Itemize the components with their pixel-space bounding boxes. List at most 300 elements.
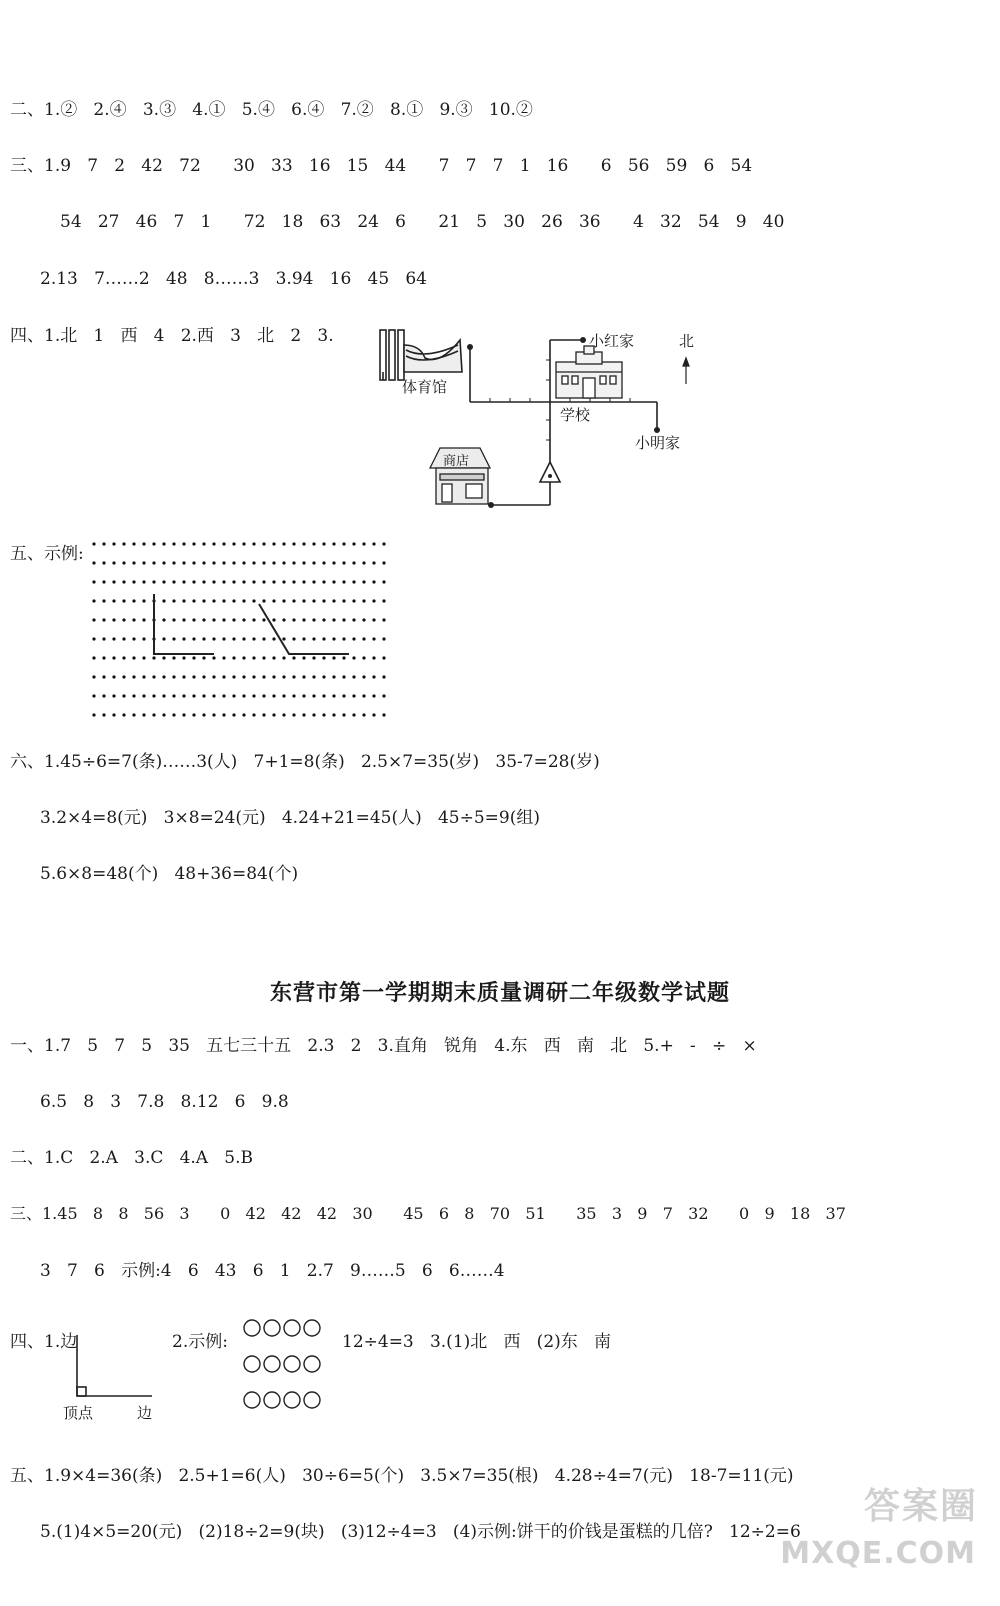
grid-dot (272, 561, 275, 564)
grid-dot (242, 713, 245, 716)
grid-dot (282, 599, 285, 602)
grid-dot (342, 599, 345, 602)
grid-dot (252, 542, 255, 545)
grid-dot (102, 675, 105, 678)
grid-dot (212, 656, 215, 659)
grid-dot (162, 561, 165, 564)
grid-dot (342, 618, 345, 621)
grid-dot (102, 580, 105, 583)
answer-line-b8: 5.(1)4×5=20(元) (2)18÷2=9(块) (3)12÷4=3 (4)示例:饼干的价钱是蛋糕的几倍? 12÷2=6 (40, 1522, 801, 1542)
grid-dot (292, 599, 295, 602)
grid-dot (332, 542, 335, 545)
answer-line-a5: 四、1.北 1 西 4 2.西 3 北 2 3. (10, 326, 334, 346)
grid-dot (182, 618, 185, 621)
grid-dot (262, 713, 265, 716)
grid-dot (382, 656, 385, 659)
grid-dot (202, 637, 205, 640)
grid-dot (352, 599, 355, 602)
grid-dot (362, 656, 365, 659)
grid-dot (102, 599, 105, 602)
grid-dot (102, 694, 105, 697)
grid-dot (112, 675, 115, 678)
grid-dot (332, 675, 335, 678)
grid-dot (132, 656, 135, 659)
grid-dot (182, 542, 185, 545)
grid-dot (322, 675, 325, 678)
group-circle (304, 1320, 320, 1336)
grid-dot (122, 656, 125, 659)
answer-line-a4: 2.13 7……2 48 8……3 3.94 16 45 64 (40, 269, 427, 289)
grid-dot (122, 599, 125, 602)
group-circle (244, 1320, 260, 1336)
grid-dot (92, 599, 95, 602)
group-circle (264, 1320, 280, 1336)
grid-dot (172, 580, 175, 583)
grid-dot (142, 618, 145, 621)
grid-dot (172, 713, 175, 716)
answer-line-b1: 一、1.7 5 7 5 35 五七三十五 2.3 2 3.直角 锐角 4.东 西 南 北 5.+ - ÷ × (10, 1036, 757, 1056)
school-label: 学校 (560, 406, 591, 424)
grid-dot (262, 618, 265, 621)
grid-dot (192, 656, 195, 659)
group-circle (284, 1392, 300, 1408)
grid-dot (162, 675, 165, 678)
grid-dot (212, 675, 215, 678)
answer-line-a3: 54 27 46 7 1 72 18 63 24 6 21 5 30 26 36 4 32 54 9 40 (60, 212, 785, 232)
grid-dot (92, 561, 95, 564)
page-title: 东营市第一学期期末质量调研二年级数学试题 (269, 980, 730, 1006)
grid-dot (302, 542, 305, 545)
grid-dot (152, 694, 155, 697)
grid-dot (132, 637, 135, 640)
grid-dot (102, 542, 105, 545)
grid-dot (282, 637, 285, 640)
grid-dot (192, 694, 195, 697)
grid-dot (272, 542, 275, 545)
grid-dot (322, 637, 325, 640)
grid-dot (302, 694, 305, 697)
grid-dot (252, 694, 255, 697)
group-circle (264, 1392, 280, 1408)
grid-dot (222, 694, 225, 697)
grid-dot (352, 580, 355, 583)
grid-dot (202, 580, 205, 583)
grid-dot (232, 599, 235, 602)
grid-dot (382, 618, 385, 621)
grid-dot (192, 675, 195, 678)
grid-dot (242, 599, 245, 602)
grid-dot (252, 561, 255, 564)
grid-dot (332, 561, 335, 564)
grid-dot (122, 675, 125, 678)
triangle-marker-icon (540, 462, 560, 482)
answer-line-b6c: 12÷4=3 3.(1)北 西 (2)东 南 (342, 1332, 611, 1352)
grid-dot (232, 694, 235, 697)
answer-line-b4: 三、1.45 8 8 56 3 0 42 42 42 30 45 6 8 70 51 35 3 9 7 32 0 9 18 37 (10, 1204, 846, 1223)
grid-dot (362, 580, 365, 583)
grid-dot (252, 618, 255, 621)
grid-dot (172, 599, 175, 602)
grid-dot (292, 694, 295, 697)
grid-dot (302, 713, 305, 716)
grid-dot (132, 580, 135, 583)
grid-dot (92, 656, 95, 659)
answer-line-a8: 3.2×4=8(元) 3×8=24(元) 4.24+21=45(人) 45÷5=9(组) (40, 808, 540, 828)
grid-dot (362, 713, 365, 716)
grid-dot (142, 656, 145, 659)
grid-dot (282, 675, 285, 678)
grid-dot (322, 694, 325, 697)
grid-dot (372, 694, 375, 697)
grid-dot (212, 713, 215, 716)
grid-dot (202, 599, 205, 602)
grid-dot (172, 694, 175, 697)
answer-line-a1: 二、1.② 2.④ 3.③ 4.① 5.④ 6.④ 7.② 8.① 9.③ 10.② (10, 100, 533, 120)
grid-dot (282, 713, 285, 716)
ming-home-label: 小明家 (635, 434, 681, 452)
grid-dot (222, 713, 225, 716)
grid-dot (222, 561, 225, 564)
grid-dot (332, 618, 335, 621)
grid-dot (162, 542, 165, 545)
grid-dot (142, 675, 145, 678)
grid-dot (262, 580, 265, 583)
grid-dot (342, 675, 345, 678)
angle-side-label: 边 (137, 1404, 153, 1422)
grid-dot (152, 580, 155, 583)
gym-point (467, 344, 473, 350)
grid-dot (372, 637, 375, 640)
grid-dot (192, 713, 195, 716)
grid-dot (312, 637, 315, 640)
grid-dot (112, 713, 115, 716)
watermark-logo: 答案圈 (863, 1486, 978, 1527)
grid-dot (242, 561, 245, 564)
grid-dot (92, 713, 95, 716)
grid-dot (262, 542, 265, 545)
grid-dot (272, 599, 275, 602)
grid-dot (262, 656, 265, 659)
grid-dot (182, 580, 185, 583)
answer-line-b6a: 四、1.边 (10, 1332, 78, 1352)
grid-dot (202, 656, 205, 659)
grid-dot (312, 561, 315, 564)
grid-dot (122, 713, 125, 716)
grid-dot (212, 599, 215, 602)
answer-line-b7: 五、1.9×4=36(条) 2.5+1=6(人) 30÷6=5(个) 3.5×7=35(根) 4.28÷4=7(元) 18-7=11(元) (10, 1466, 794, 1486)
grid-dot (232, 542, 235, 545)
grid-dot (212, 580, 215, 583)
grid-dot (352, 656, 355, 659)
grid-dot (362, 599, 365, 602)
school-building-icon (556, 346, 622, 398)
grid-dot (352, 542, 355, 545)
grid-dot (212, 542, 215, 545)
grid-dot (232, 675, 235, 678)
grid-dot (112, 618, 115, 621)
answer-line-a7: 六、1.45÷6=7(条)……3(人) 7+1=8(条) 2.5×7=35(岁) 35-7=28(岁) (10, 752, 600, 772)
grid-dot (382, 637, 385, 640)
grid-dot (212, 561, 215, 564)
grid-dot (132, 694, 135, 697)
grid-dot (252, 656, 255, 659)
grid-dot (212, 637, 215, 640)
answer-line-b6b: 2.示例: (172, 1332, 228, 1352)
grid-dot (182, 675, 185, 678)
grid-dot (142, 694, 145, 697)
grid-dot (202, 675, 205, 678)
grid-dot (352, 675, 355, 678)
grid-dot (352, 713, 355, 716)
grid-dot (272, 713, 275, 716)
grid-dot (382, 561, 385, 564)
grid-dot (112, 580, 115, 583)
grid-dot (222, 618, 225, 621)
grid-dot (372, 561, 375, 564)
gym-icon (380, 330, 462, 380)
grid-dot (122, 580, 125, 583)
grid-dot (342, 694, 345, 697)
grid-dot (332, 637, 335, 640)
grid-dot (312, 618, 315, 621)
grid-dot (372, 580, 375, 583)
grid-dot (162, 713, 165, 716)
grid-dot (382, 713, 385, 716)
north-arrow-icon (683, 358, 689, 384)
shop-point (488, 502, 494, 508)
grid-dot (272, 637, 275, 640)
grid-dot (182, 694, 185, 697)
grid-dot (322, 618, 325, 621)
grid-dot (182, 713, 185, 716)
circle-groups (244, 1320, 320, 1408)
grid-dot (222, 675, 225, 678)
grid-dot (322, 656, 325, 659)
grid-dot (222, 542, 225, 545)
grid-dot (332, 694, 335, 697)
grid-dot (232, 580, 235, 583)
grid-dot (112, 599, 115, 602)
grid-dot (302, 637, 305, 640)
grid-dot (142, 713, 145, 716)
grid-dot (282, 618, 285, 621)
grid-dot (202, 713, 205, 716)
grid-dot (242, 656, 245, 659)
grid-dot (202, 694, 205, 697)
grid-dot (112, 656, 115, 659)
grid-dot (222, 580, 225, 583)
grid-dot (342, 713, 345, 716)
grid-dot (122, 618, 125, 621)
grid-dot (142, 580, 145, 583)
grid-dot (112, 542, 115, 545)
grid-dot (312, 542, 315, 545)
grid-dot (192, 542, 195, 545)
grid-dot (102, 656, 105, 659)
dot-grid (92, 542, 385, 716)
grid-dot (302, 599, 305, 602)
grid-dot (242, 694, 245, 697)
grid-dot (132, 542, 135, 545)
grid-dot (262, 694, 265, 697)
grid-dot (302, 580, 305, 583)
grid-dot (232, 713, 235, 716)
grid-dot (302, 656, 305, 659)
grid-dot (272, 618, 275, 621)
group-circle (244, 1356, 260, 1372)
grid-dot (332, 656, 335, 659)
grid-dot (342, 580, 345, 583)
grid-dot (242, 580, 245, 583)
grid-dot (132, 618, 135, 621)
grid-dot (162, 656, 165, 659)
grid-dot (332, 599, 335, 602)
grid-dot (132, 561, 135, 564)
grid-dot (162, 637, 165, 640)
grid-dot (352, 694, 355, 697)
grid-dot (212, 694, 215, 697)
grid-dot (142, 542, 145, 545)
grid-dot (252, 599, 255, 602)
grid-dot (252, 637, 255, 640)
grid-dot (362, 675, 365, 678)
group-circle (264, 1356, 280, 1372)
grid-dot (312, 656, 315, 659)
grid-dot (172, 656, 175, 659)
red-home-label: 小红家 (589, 332, 635, 350)
grid-dot (382, 580, 385, 583)
grid-dot (272, 694, 275, 697)
angle-vertex-label: 顶点 (63, 1404, 94, 1422)
grid-dot (382, 675, 385, 678)
grid-dot (372, 656, 375, 659)
grid-dot (112, 694, 115, 697)
gym-label: 体育馆 (402, 378, 448, 396)
grid-dot (302, 618, 305, 621)
grid-dot (262, 675, 265, 678)
grid-dot (202, 542, 205, 545)
answer-line-b3: 二、1.C 2.A 3.C 4.A 5.B (10, 1148, 254, 1168)
grid-dot (372, 675, 375, 678)
grid-dot (232, 656, 235, 659)
grid-dot (262, 637, 265, 640)
grid-dot (242, 675, 245, 678)
grid-dot (142, 561, 145, 564)
grid-dot (272, 675, 275, 678)
grid-dot (372, 713, 375, 716)
grid-example-shapes (154, 594, 349, 654)
grid-dot (282, 580, 285, 583)
grid-dot (162, 580, 165, 583)
group-circle (284, 1356, 300, 1372)
grid-dot (132, 713, 135, 716)
grid-dot (272, 656, 275, 659)
grid-dot (242, 618, 245, 621)
shop-label: 商店 (443, 454, 470, 469)
grid-dot (162, 694, 165, 697)
grid-dot (342, 561, 345, 564)
grid-dot (92, 694, 95, 697)
grid-dot (292, 542, 295, 545)
answer-line-a6: 五、示例: (10, 544, 84, 564)
grid-dot (322, 713, 325, 716)
grid-dot (252, 580, 255, 583)
grid-dot (292, 637, 295, 640)
grid-dot (282, 542, 285, 545)
grid-dot (302, 561, 305, 564)
grid-dot (292, 618, 295, 621)
grid-dot (212, 618, 215, 621)
grid-dot (102, 637, 105, 640)
answer-line-b5: 3 7 6 示例:4 6 43 6 1 2.7 9……5 6 6……4 (40, 1261, 505, 1281)
grid-dot (322, 561, 325, 564)
grid-dot (182, 599, 185, 602)
grid-dot (372, 542, 375, 545)
grid-dot (92, 618, 95, 621)
grid-dot (172, 561, 175, 564)
grid-dot (352, 637, 355, 640)
angle-figure (77, 1335, 152, 1396)
answer-line-a2: 三、1.9 7 2 42 72 30 33 16 15 44 7 7 7 1 16 6 56 59 6 54 (10, 156, 753, 176)
grid-dot (382, 599, 385, 602)
grid-dot (382, 542, 385, 545)
grid-dot (342, 542, 345, 545)
answer-line-b2: 6.5 8 3 7.8 8.12 6 9.8 (40, 1092, 289, 1112)
grid-dot (122, 637, 125, 640)
grid-dot (112, 637, 115, 640)
grid-dot (232, 637, 235, 640)
grid-dot (232, 561, 235, 564)
grid-dot (172, 542, 175, 545)
group-circle (304, 1392, 320, 1408)
grid-dot (242, 542, 245, 545)
grid-dot (92, 580, 95, 583)
grid-dot (362, 637, 365, 640)
group-circle (284, 1320, 300, 1336)
grid-dot (282, 561, 285, 564)
group-circle (304, 1356, 320, 1372)
grid-dot (292, 656, 295, 659)
grid-dot (292, 561, 295, 564)
watermark-url: MXQE.COM (780, 1536, 976, 1571)
grid-dot (192, 618, 195, 621)
grid-dot (352, 561, 355, 564)
grid-dot (302, 675, 305, 678)
grid-dot (332, 713, 335, 716)
grid-dot (222, 637, 225, 640)
grid-dot (222, 599, 225, 602)
grid-dot (172, 675, 175, 678)
grid-dot (362, 618, 365, 621)
grid-dot (282, 694, 285, 697)
grid-dot (152, 713, 155, 716)
grid-dot (312, 694, 315, 697)
grid-dot (362, 542, 365, 545)
grid-dot (352, 618, 355, 621)
grid-dot (122, 694, 125, 697)
grid-dot (372, 599, 375, 602)
grid-dot (312, 580, 315, 583)
grid-dot (342, 656, 345, 659)
grid-dot (312, 599, 315, 602)
grid-dot (132, 599, 135, 602)
grid-dot (202, 618, 205, 621)
grid-dot (362, 561, 365, 564)
grid-dot (362, 694, 365, 697)
grid-dot (292, 675, 295, 678)
grid-dot (312, 713, 315, 716)
grid-dot (192, 637, 195, 640)
